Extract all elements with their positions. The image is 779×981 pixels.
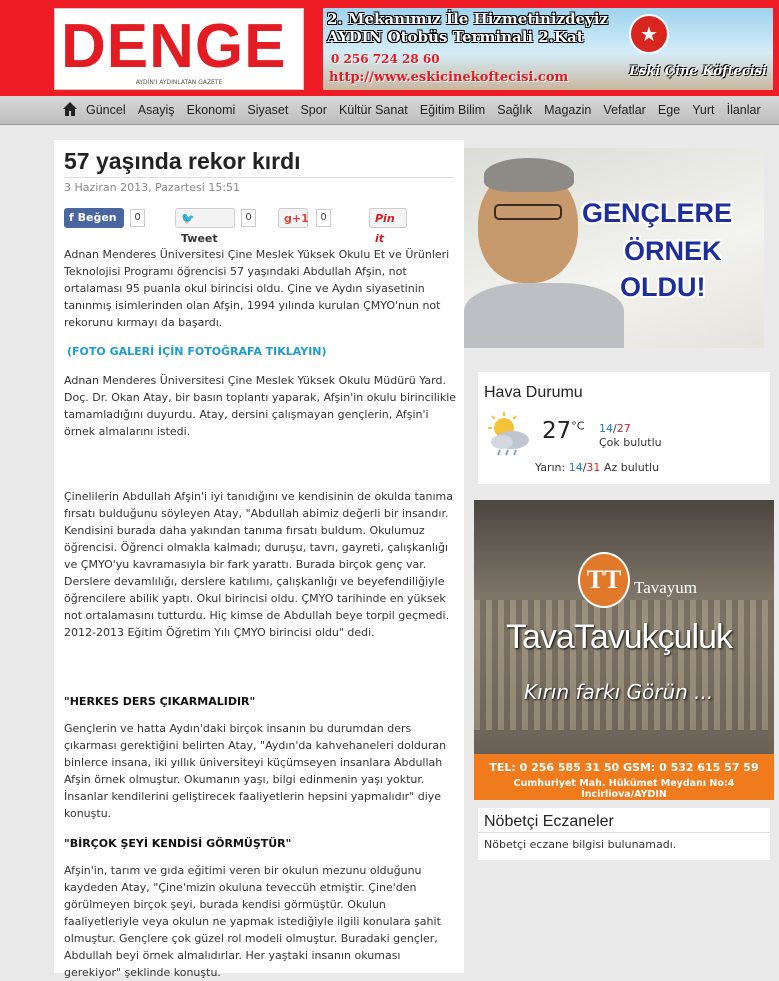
logo-text: DENGE: [61, 12, 287, 81]
article-paragraph: Adnan Menderes Üniversitesi Çine Meslek Yüksek Okulu Et ve Ürünleri Teknolojisi Programı öğrencisi 57 yaşındaki Abdullah Afşin, not ortalaması 95 puanla okul birincisi oldu. Çine ve Aydın siyasetinin tanınmış isimlerinden olan Afşin, 1994 yılında kurulan ÇMYO'nun not rekorunu kırmayı da başardı.: [64, 248, 450, 329]
ad-address: Cumhuriyet Mah. Hükümet Meydanı No:4 İncirliova/AYDIN: [513, 778, 735, 800]
facebook-count: 0: [130, 209, 145, 227]
nav-item-egitim-bilim[interactable]: Eğitim Bilim: [419, 103, 486, 117]
tomorrow-forecast: Yarın: 14/31 Az bulutlu: [535, 461, 660, 474]
sidebar-ad-tava-tavukculuk[interactable]: [474, 500, 774, 800]
site-logo[interactable]: [54, 8, 304, 90]
main-nav: [0, 96, 779, 125]
tweet-button[interactable]: [175, 208, 235, 245]
article-paragraph: Gençlerin ve hatta Aydın'daki birçok insanın bu durumdan ders çıkarması gerektiğini belirten Atay, "Aydın'da kahvehaneleri dolduran binlerce insana, iki yıllık üniversiteyi küçümseyen insanlara Abdullah Afşin örnek olmuştur. Okumanın yaşı, bilgi edinmenin yaşı yoktur. İnsanlar kendilerini geliştirecek faaliyetlerin hepsini yapmalıdır" diye konuştu.: [64, 722, 447, 820]
ad-text-line-3: OLDU!: [620, 272, 706, 302]
pharmacy-title: Nöbetçi Eczaneler: [484, 813, 614, 830]
nav-item-guncel[interactable]: Güncel: [86, 103, 126, 117]
today-range: 14/27: [599, 422, 631, 435]
tomorrow-description: Az bulutlu: [603, 461, 660, 474]
tomorrow-high: 31: [586, 461, 601, 474]
article-subheading: "HERKES DERS ÇIKARMALIDIR": [64, 695, 256, 708]
cloudy-sun-icon: [484, 410, 532, 456]
article-paragraph: Afşin'in, tarım ve gıda eğitimi veren bir okulun mezunu olduğunu kaydeden Atay, "Çine'mizin okuluna teveccüh etmiştir. Çine'den görülmeyen birçok şeyi, burada kendisi görmüştür. Okulun faaliyetleriyle veya okulun ne yapmak istediğiyle ilgili konulara şahit olmuştur. Gençlere çok güzel rol modeli olmuştur. Buradaki gençler, Abdullah beyi örnek almalıdırlar. Her yaştaki insanın okuması gerekiyor" şeklinde konuştu.: [64, 864, 441, 979]
nav-item-spor[interactable]: Spor: [300, 103, 327, 117]
article-subheading: "BİRÇOK ŞEYİ KENDİSİ GÖRMÜŞTÜR": [64, 837, 292, 850]
logo-tagline: AYDIN'I AYDINLATAN GAZETE: [135, 79, 223, 86]
article-paragraph: Adnan Menderes Üniversitesi Çine Meslek Yüksek Okulu Müdürü Yard. Doç. Dr. Okan Atay, bir basın toplantı yaparak, Afşin'in okulu birincilikle tamamladığını duyurdu. Atay, dersini çalışmayan gençlerin, Afşin'i örnek almalarını istedi.: [64, 374, 457, 438]
nav-item-saglik[interactable]: Sağlık: [497, 103, 532, 117]
weather-title: Hava Durumu: [484, 384, 583, 401]
pinterest-button[interactable]: Pin it: [369, 208, 407, 228]
ad-text-line-2: ÖRNEK: [624, 236, 722, 266]
banner-name: Eski Çine Köftecisi: [629, 64, 767, 79]
pharmacy-widget: [478, 808, 770, 860]
article-container: [54, 140, 464, 979]
article-paragraph: Çinelilerin Abdullah Afşin'i iyi tanıdığını ve kendisinin de okulda tanıma fırsatı bulduğunu söyleyen Atay, "Abdullah abimiz değerli bir insandır. Kendisini burada daha yakından tanıma fırsatı buldum. Okulumuz öğrencisi. Öğrenci olmakla kalmadı; duruşu, tavrı, gayreti, çalışkanlığı ve ÇMYO'yu kavramasıyla bir fark yarattı. Burada birçok genç var. Derslere devamlılığı, derslere katılımı, çalışkanlığı ve beyefendiliğiyle öğrencilere abilik yaptı. Okul birincisi oldu. ÇMYO tarihinde en yüksek not ortalamasını tutturdu. Hiç kimse de Abdullah beye torpil geçmedi. 2012-2013 Eğitim Öğretim Yılı ÇMYO birincisi oldu" dedi.: [64, 490, 453, 639]
weather-description: Çok bulutlu: [599, 436, 662, 449]
facebook-icon: f: [69, 211, 78, 224]
person-shirt: [464, 283, 624, 348]
header: [0, 0, 779, 96]
today-low: 14: [599, 422, 613, 435]
facebook-like-label: Beğen: [77, 211, 117, 224]
tt-logo: TT: [578, 552, 630, 608]
temperature-value: 27: [542, 418, 572, 444]
nav-item-ege[interactable]: Ege: [657, 103, 681, 117]
banner-line-2: AYDIN Otobüs Terminali 2.Kat: [327, 28, 584, 46]
nav-item-vefatlar[interactable]: Vefatlar: [603, 103, 646, 117]
pharmacy-divider: [478, 832, 770, 833]
nav-item-yurt[interactable]: Yurt: [692, 103, 715, 117]
header-banner-ad[interactable]: [323, 8, 773, 90]
ad-brand: TavaTavukçuluk: [506, 618, 733, 656]
temperature-unit: °C: [571, 419, 585, 433]
home-icon[interactable]: [62, 101, 78, 117]
tweet-label: Tweet: [181, 232, 218, 245]
pharmacy-text: Nöbetçi eczane bilgisi bulunamadı.: [484, 838, 677, 851]
title-divider: [64, 177, 454, 178]
today-high: 27: [616, 422, 631, 435]
kofte-logo-icon: ★: [629, 14, 669, 54]
gplus-count: 0: [316, 209, 331, 227]
photo-gallery-link[interactable]: (FOTO GALERİ İÇİN FOTOĞRAFA TIKLAYIN): [67, 345, 327, 358]
ad-slogan: Kırın farkı Görün ...: [524, 680, 714, 704]
ad-phone: TEL: 0 256 585 31 50 GSM: 0 532 615 57 59: [489, 761, 759, 774]
article-date: 3 Haziran 2013, Pazartesi 15:51: [64, 181, 241, 194]
ad-text-line-1: GENÇLERE: [582, 198, 733, 228]
gplus-button[interactable]: g+1: [278, 208, 308, 228]
twitter-icon: 🐦: [181, 212, 195, 225]
nav-item-asayis[interactable]: Asayiş: [137, 103, 175, 117]
sidebar-ad-gencler[interactable]: [464, 148, 764, 348]
current-temperature: [542, 418, 584, 444]
ad-subbrand: Tavayum: [634, 578, 698, 597]
facebook-like-button[interactable]: [64, 208, 124, 228]
nav-list: [86, 96, 768, 125]
article-title: 57 yaşında rekor kırdı: [64, 148, 301, 174]
weather-widget: [478, 372, 770, 484]
banner-url: http://www.eskicinekoftecisi.com: [329, 70, 569, 85]
person-hair: [484, 158, 574, 192]
banner-line-1: 2. Mekanımız İle Hizmetinizdeyiz: [327, 10, 609, 28]
tweet-count: 0: [241, 209, 256, 227]
nav-item-kultur-sanat[interactable]: Kültür Sanat: [338, 103, 408, 117]
share-bar: [64, 208, 464, 245]
tomorrow-label: Yarın:: [535, 461, 566, 474]
tomorrow-low: 14: [568, 461, 583, 474]
nav-item-ilanlar[interactable]: İlanlar: [726, 103, 761, 117]
nav-item-ekonomi[interactable]: Ekonomi: [186, 103, 236, 117]
banner-phone: 0 256 724 28 60: [331, 52, 440, 66]
glasses-icon: [494, 204, 562, 220]
nav-item-magazin[interactable]: Magazin: [544, 103, 592, 117]
nav-item-siyaset[interactable]: Siyaset: [247, 103, 289, 117]
